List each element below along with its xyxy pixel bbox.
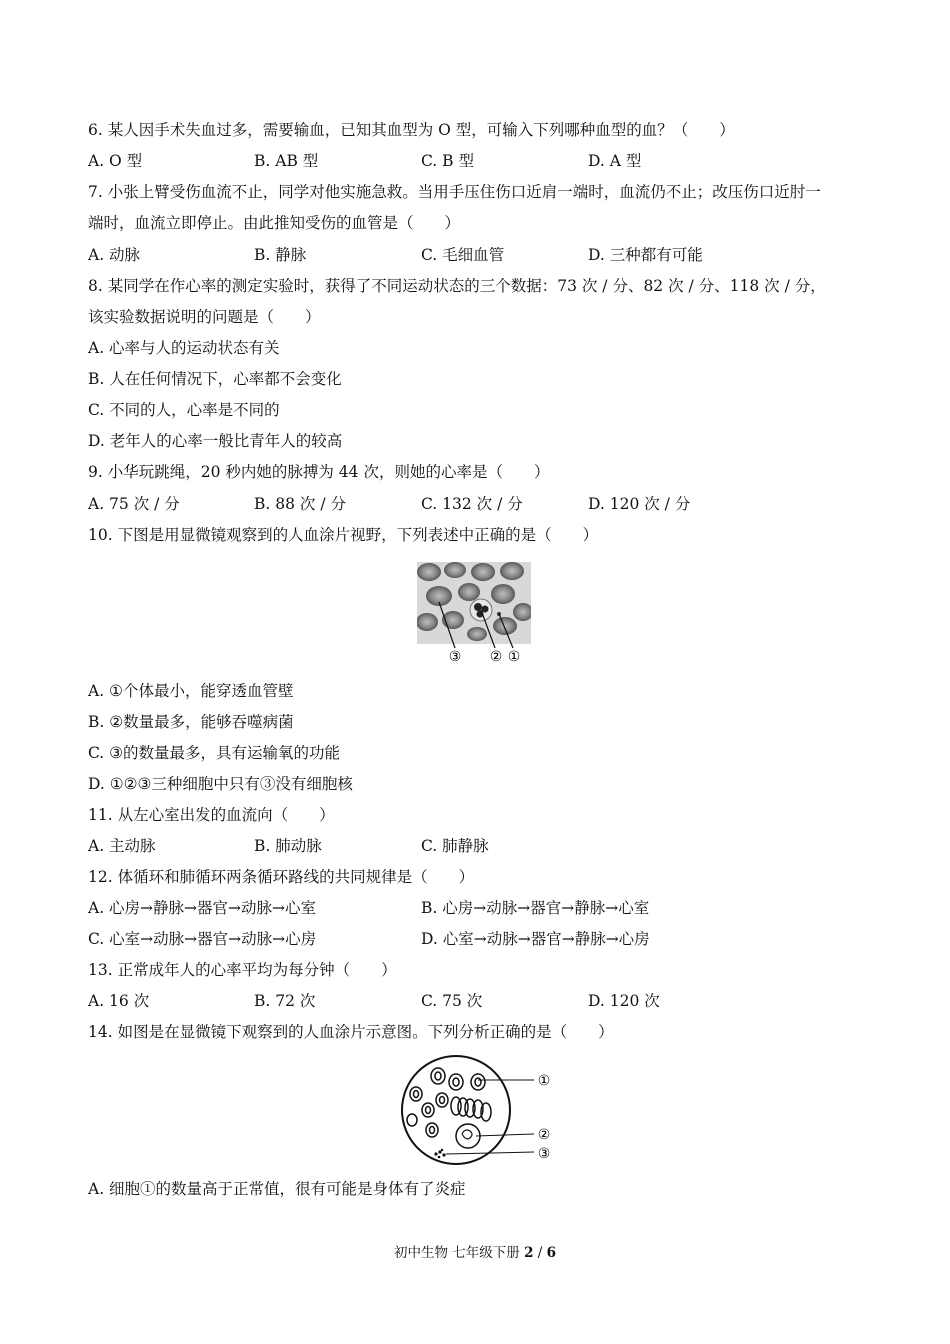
question-12-stem: 12. 体循环和肺循环两条循环路线的共同规律是（ ）	[88, 868, 475, 886]
question-8-stem-line1: 8. 某同学在作心率的测定实验时，获得了不同运动状态的三个数据：73 次 / 分、82 次 / 分、118 次 / 分，	[88, 277, 826, 295]
question-14-option-a: A. 细胞①的数量高于正常值，很有可能是身体有了炎症	[88, 1180, 466, 1198]
question-14-stem: 14. 如图是在显微镜下观察到的人血涂片示意图。下列分析正确的是（ ）	[88, 1023, 614, 1041]
platelets	[434, 1149, 445, 1159]
question-12-option-a: A. 心房→静脉→器官→动脉→心室	[88, 899, 316, 917]
question-8-stem-line2: 该实验数据说明的问题是（ ）	[88, 308, 321, 326]
question-7-option-a: A. 动脉	[88, 246, 141, 264]
question-13-option-a: A. 16 次	[88, 992, 150, 1010]
question-10-option-b: B. ②数量最多，能够吞噬病菌	[88, 713, 294, 731]
figure-label-3: ③	[448, 649, 462, 664]
question-11-option-c: C. 肺静脉	[421, 837, 489, 855]
question-12-option-d: D. 心室→动脉→器官→静脉→心房	[421, 930, 650, 948]
question-9-option-a: A. 75 次 / 分	[88, 495, 180, 513]
footer-title: 初中生物 七年级下册	[393, 1245, 520, 1261]
question-11-option-a: A. 主动脉	[88, 837, 156, 855]
question-9-option-d: D. 120 次 / 分	[588, 495, 691, 513]
question-9-stem: 9. 小华玩跳绳，20 秒内她的脉搏为 44 次，则她的心率是（ ）	[88, 463, 550, 481]
question-6-option-d: D. A 型	[588, 152, 642, 170]
figure-label-2: ②	[537, 1127, 551, 1143]
question-12-option-b: B. 心房→动脉→器官→静脉→心室	[421, 899, 650, 917]
question-13-stem: 13. 正常成年人的心率平均为每分钟（ ）	[88, 961, 397, 979]
question-8-option-d: D. 老年人的心率一般比青年人的较高	[88, 432, 343, 450]
figure-label-1: ①	[537, 1073, 551, 1089]
question-13-option-c: C. 75 次	[421, 992, 483, 1010]
question-7-option-b: B. 静脉	[254, 246, 307, 264]
question-10-option-a: A. ①个体最小，能穿透血管壁	[88, 682, 294, 700]
question-10-option-c: C. ③的数量最多，具有运输氧的功能	[88, 744, 341, 762]
question-12-option-c: C. 心室→动脉→器官→动脉→心房	[88, 930, 317, 948]
figure-label-2: ②	[489, 649, 503, 664]
question-8-option-c: C. 不同的人，心率是不同的	[88, 401, 280, 419]
page-number: 2	[524, 1245, 534, 1261]
page-separator: /	[533, 1245, 547, 1261]
total-pages: 6	[546, 1245, 557, 1261]
question-7-option-c: C. 毛细血管	[421, 246, 505, 264]
figure-label-3: ③	[537, 1146, 551, 1162]
question-10-option-d: D. ①②③三种细胞中只有③没有细胞核	[88, 775, 353, 793]
question-8-option-a: A. 心率与人的运动状态有关	[88, 339, 280, 357]
blood-smear-diagram-figure	[396, 1054, 556, 1166]
page-footer	[0, 1244, 950, 1262]
question-8-option-b: B. 人在任何情况下，心率都不会变化	[88, 370, 342, 388]
question-6-option-a: A. O 型	[88, 152, 143, 170]
question-7-option-d: D. 三种都有可能	[588, 246, 703, 264]
question-6-option-b: B. AB 型	[254, 152, 319, 170]
question-6-option-c: C. B 型	[421, 152, 474, 170]
question-6-stem: 6. 某人因手术失血过多，需要输血，已知其血型为 O 型，可输入下列哪种血型的血？（ ）	[88, 121, 735, 139]
figure-label-1: ①	[507, 649, 521, 664]
question-11-option-b: B. 肺动脉	[254, 837, 322, 855]
question-7-stem-line2: 端时，血流立即停止。由此推知受伤的血管是（ ）	[88, 214, 461, 232]
microscope-field-circle	[402, 1056, 510, 1164]
question-13-option-b: B. 72 次	[254, 992, 316, 1010]
question-11-stem: 11. 从左心室出发的血流向（ ）	[88, 806, 335, 824]
question-7-stem-line1: 7. 小张上臂受伤血流不止，同学对他实施急救。当用手压住伤口近肩一端时，血流仍不止；改压伤口近肘一	[88, 183, 821, 201]
question-9-option-b: B. 88 次 / 分	[254, 495, 346, 513]
question-9-option-c: C. 132 次 / 分	[421, 495, 523, 513]
red-blood-cells	[407, 1068, 491, 1137]
question-10-stem: 10. 下图是用显微镜观察到的人血涂片视野，下列表述中正确的是（ ）	[88, 526, 599, 544]
blood-smear-photo-figure	[417, 562, 531, 664]
question-13-option-d: D. 120 次	[588, 992, 660, 1010]
